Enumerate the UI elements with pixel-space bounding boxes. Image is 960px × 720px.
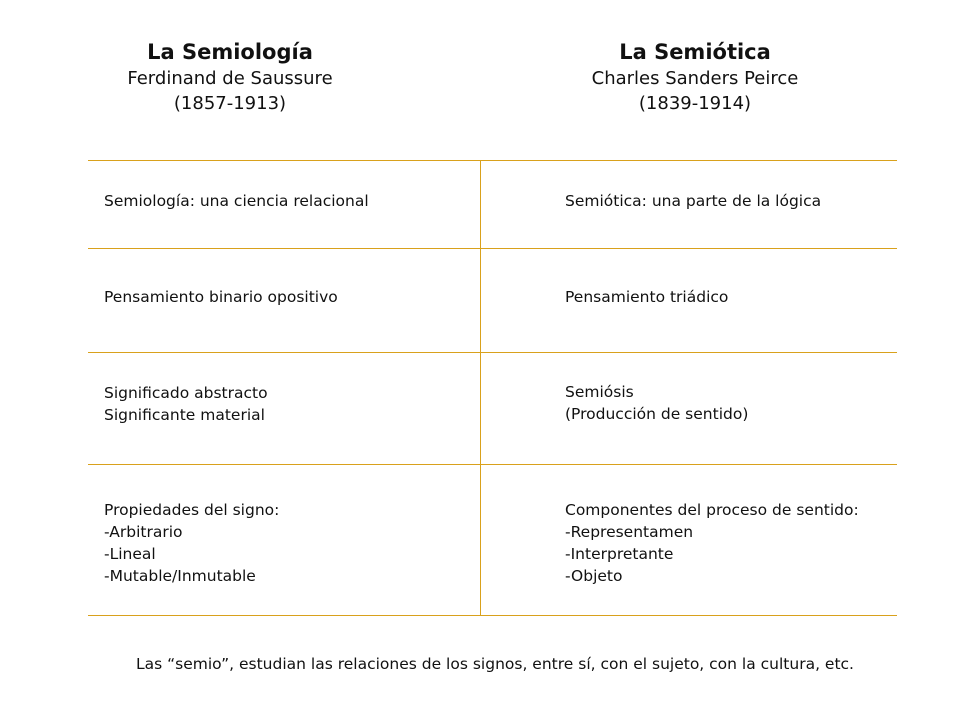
cell-line: -Objeto <box>565 567 623 585</box>
row-4-right-cell <box>565 499 859 587</box>
row-1-right-cell <box>565 190 821 212</box>
table-rule-1 <box>88 248 897 249</box>
cell-line: Semiología: una ciencia relacional <box>104 192 369 210</box>
row-3-left-cell <box>104 382 268 426</box>
cell-line: Significante material <box>104 406 265 424</box>
cell-line: -Arbitrario <box>104 523 183 541</box>
cell-line: -Mutable/Inmutable <box>104 567 256 585</box>
saussure-name: Ferdinand de Saussure <box>127 68 333 89</box>
table-rule-bottom <box>88 615 897 616</box>
cell-line: Significado abstracto <box>104 384 268 402</box>
cell-line: Pensamiento triádico <box>565 288 729 306</box>
row-2-right-cell <box>565 286 728 308</box>
cell-line: Semiósis <box>565 383 634 401</box>
peirce-name: Charles Sanders Peirce <box>591 68 799 89</box>
cell-line: Pensamiento binario opositivo <box>104 288 338 306</box>
semiologia-title: La Semiología <box>147 40 313 64</box>
row-4-left-cell <box>104 499 279 587</box>
cell-line: -Interpretante <box>565 545 674 563</box>
semiotica-title: La Semiótica <box>619 40 771 64</box>
semiologia-header <box>90 38 370 116</box>
cell-line: -Representamen <box>565 523 694 541</box>
cell-line: (Producción de sentido) <box>565 405 749 423</box>
footer-note: Las “semio”, estudian las relaciones de los signos, entre sí, con el sujeto, con la cultura, etc. <box>136 655 854 673</box>
semiotica-header <box>555 38 835 116</box>
table-divider <box>480 160 481 616</box>
table-rule-3 <box>88 464 897 465</box>
cell-line: Propiedades del signo: <box>104 501 280 519</box>
peirce-years: (1839-1914) <box>638 93 752 114</box>
table-rule-2 <box>88 352 897 353</box>
table-rule-top <box>88 160 897 161</box>
row-3-right-cell <box>565 381 748 425</box>
row-2-left-cell <box>104 286 338 308</box>
cell-line: Semiótica: una parte de la lógica <box>565 192 822 210</box>
row-1-left-cell <box>104 190 369 212</box>
saussure-years: (1857-1913) <box>173 93 287 114</box>
cell-line: -Lineal <box>104 545 156 563</box>
cell-line: Componentes del proceso de sentido: <box>565 501 859 519</box>
